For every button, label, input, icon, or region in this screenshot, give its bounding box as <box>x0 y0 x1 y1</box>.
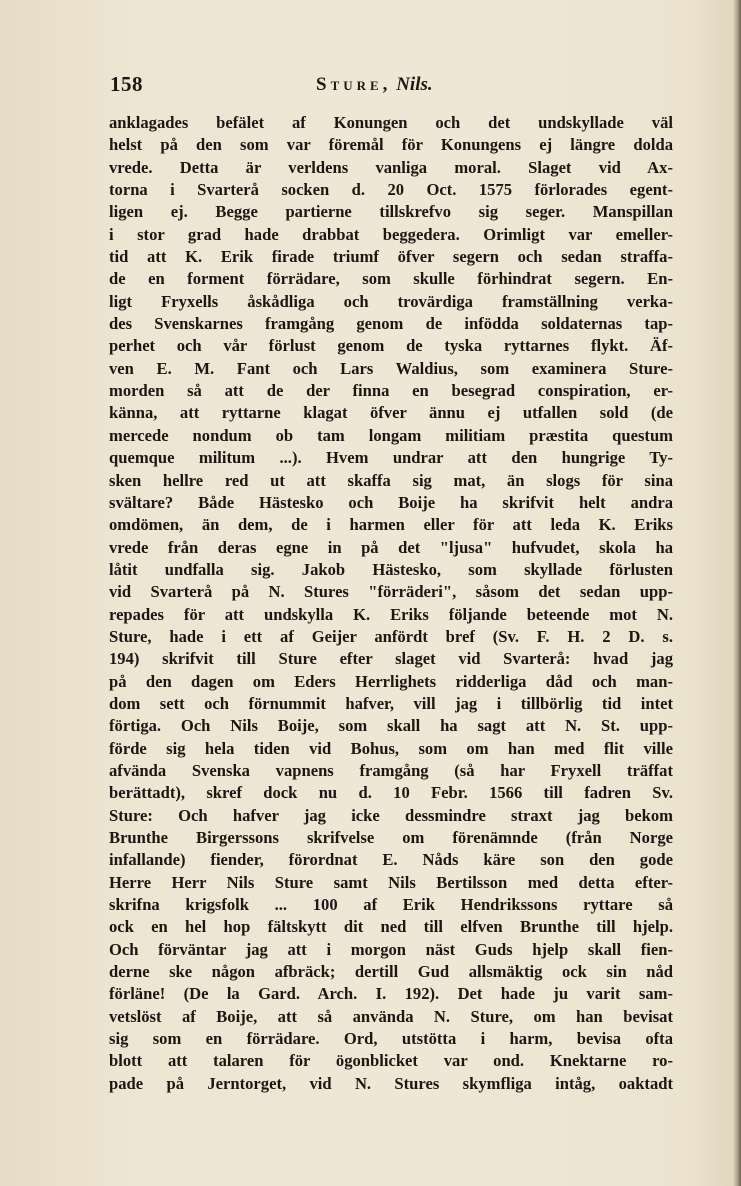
text-line: vrede. Detta är verldens vanliga moral. Slaget vid Ax- <box>109 157 673 177</box>
text-line: Herre Herr Nils Sture samt Nils Bertilsson med detta efter- <box>109 872 673 892</box>
running-head-firstname: Nils. <box>396 74 433 95</box>
text-line: skrifna krigsfolk ... 100 af Erik Hendrikssons ryttare så <box>109 895 673 915</box>
text-line: omdömen, än dem, de i harmen eller för att leda K. Eriks <box>109 515 673 535</box>
text-line: derne ske någon afbräck; dertill Gud allsmäktig ock sin nåd <box>109 962 673 982</box>
text-line: repades för att undskylla K. Eriks följande beteende mot N. <box>109 604 673 624</box>
text-line: ligt Fryxells åskådliga och trovärdiga framställning verka- <box>109 291 673 311</box>
text-line: Sture, hade i ett af Geijer anfördt bref (Sv. F. H. 2 D. s. <box>109 626 673 646</box>
text-line: des Svenskarnes framgång genom de infödda soldaternas tap- <box>109 314 673 334</box>
text-line: låtit undfalla sig. Jakob Hästesko, som skyllade förlusten <box>109 559 673 579</box>
text-line: helst på den som var föremål för Konungens ej längre dolda <box>109 135 673 155</box>
page-header <box>110 72 670 102</box>
text-line: ligen ej. Begge partierne tillskrefvo sig seger. Manspillan <box>109 202 673 222</box>
text-line: torna i Svarterå socken d. 20 Oct. 1575 förlorades egent- <box>109 180 673 200</box>
text-line: quemque militum ...). Hvem undrar att den hungrige Ty- <box>109 448 673 468</box>
text-line: Och förväntar jag att i morgon näst Guds hjelp skall fien- <box>109 939 673 959</box>
text-line: på den dagen om Eders Herrlighets ridderliga dåd och man- <box>109 671 673 691</box>
text-line: morden så att de der finna en besegrad conspiration, er- <box>109 381 673 401</box>
text-line: vetslöst af Boije, att så använda N. Sture, om han bevisat <box>109 1006 673 1026</box>
text-line: förde sig hela tiden vid Bohus, som om han med flit ville <box>109 738 673 758</box>
body-text <box>109 112 673 1095</box>
running-head-surname: Sture, <box>316 74 392 95</box>
text-line: de en forment förrädare, som skulle förhindrat segern. En- <box>109 269 673 289</box>
text-line: mercede nondum ob tam longam militiam præstita questum <box>109 425 673 445</box>
text-line: berättadt), skref dock nu d. 10 Febr. 1566 till fadren Sv. <box>109 783 673 803</box>
text-line: sken hellre red ut att skaffa sig mat, än slogs för sina <box>109 470 673 490</box>
page-number: 158 <box>110 72 143 96</box>
text-line: Sture: Och hafver jag icke dessmindre straxt jag bekom <box>109 805 673 825</box>
text-line: pade på Jerntorget, vid N. Stures skymfliga intåg, oaktadt <box>109 1073 673 1093</box>
text-line: Brunthe Birgerssons skrifvelse om förenämnde (från Norge <box>109 828 673 847</box>
text-line: anklagades befälet af Konungen och det undskyllade väl <box>109 113 673 132</box>
text-line: dom sett och förnummit hafver, vill jag i tillbörlig tid intet <box>109 693 673 713</box>
text-line: 194) skrifvit till Sture efter slaget vid Svarterå: hvad jag <box>109 649 673 669</box>
text-line: vrede från deras egne in på det "ljusa" hufvudet, skola ha <box>109 537 673 557</box>
text-line: ven E. M. Fant och Lars Waldius, som examinera Sture- <box>109 358 673 378</box>
text-line: infallande) fiender, förordnat E. Nåds käre son den gode <box>109 850 673 870</box>
text-line: ock en hel hop fältskytt dit ned till elfven Brunthe till hjelp. <box>109 917 673 937</box>
text-line: känna, att ryttarne klagat öfver ännu ej utfallen sold (de <box>109 403 673 423</box>
text-line: tid att K. Erik firade triumf öfver segern och sedan straffa- <box>109 247 673 267</box>
page-edge-shadow <box>733 0 741 1186</box>
running-head <box>316 74 433 96</box>
text-line: i stor grad hade drabbat beggedera. Orimligt var emeller- <box>109 224 673 244</box>
text-line: förtiga. Och Nils Boije, som skall ha sagt att N. St. upp- <box>109 716 673 736</box>
text-line: afvända Svenska vapnens framgång (så har Fryxell träffat <box>109 760 673 780</box>
text-line: svältare? Både Hästesko och Boije ha skrifvit helt andra <box>109 492 673 512</box>
text-line: blott att talaren för ögonblicket var ond. Knektarne ro- <box>109 1051 673 1071</box>
text-line: förläne! (De la Gard. Arch. I. 192). Det hade ju varit sam- <box>109 984 673 1004</box>
text-line: perhet och vår förlust genom de tyska ryttarnes flykt. Äf- <box>109 336 673 356</box>
text-line: vid Svarterå på N. Stures "förräderi", såsom det sedan upp- <box>109 582 673 602</box>
text-line: sig som en förrädare. Ord, utstötta i harm, bevisa ofta <box>109 1029 673 1049</box>
